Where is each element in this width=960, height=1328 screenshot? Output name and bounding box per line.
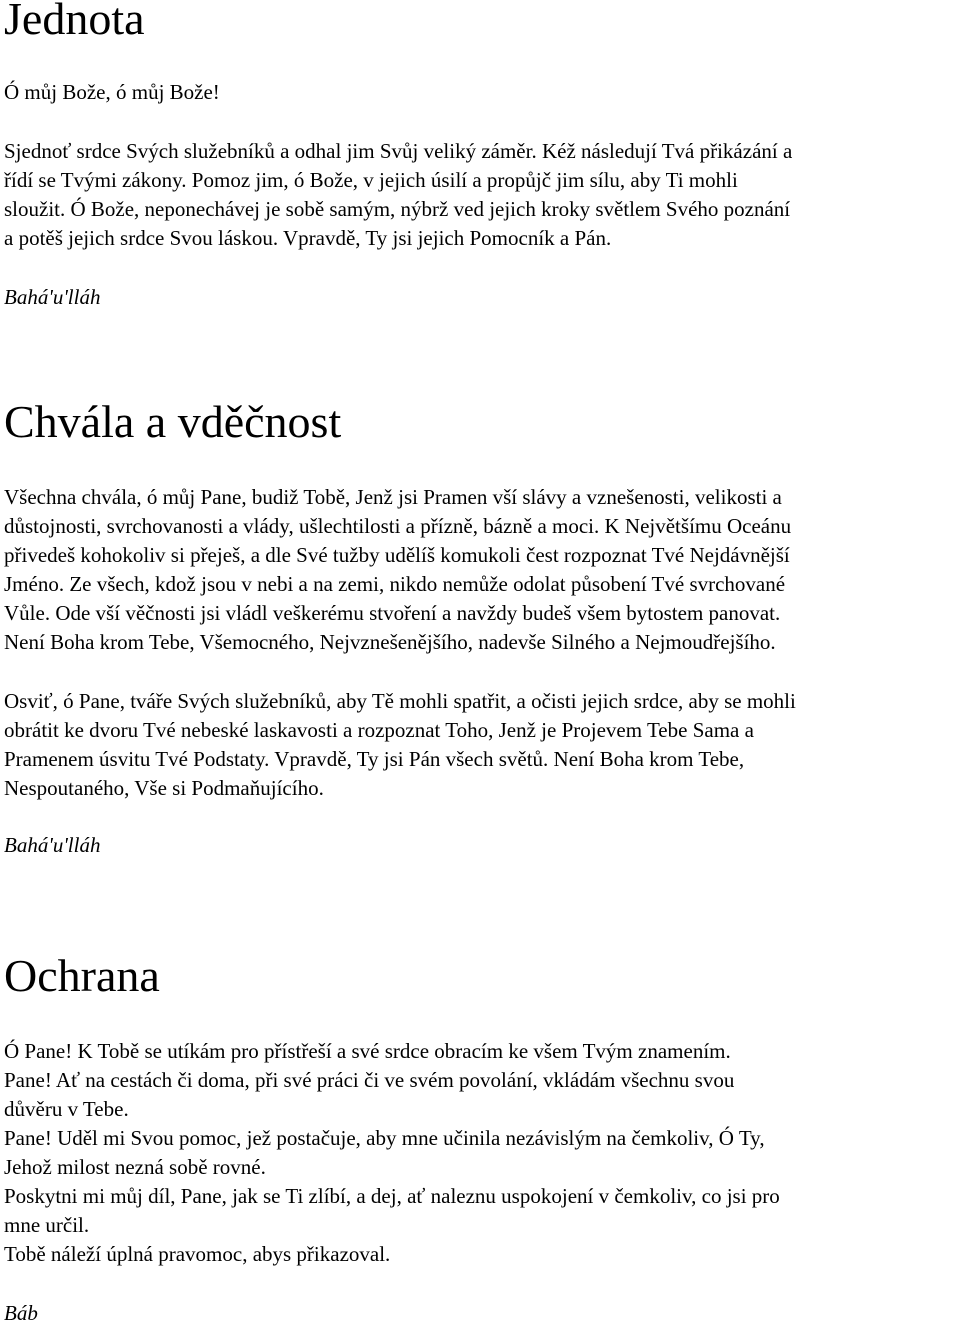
text-line: Není Boha krom Tebe, Všemocného, Nejvznešenějšího, nadevše Silného a Nejmoudřejšího. (4, 630, 776, 654)
paragraph (4, 687, 796, 803)
section-title: Jednota (4, 0, 145, 44)
text-line: Poskytni mi můj díl, Pane, jak se Ti zlíbí, a dej, ať naleznu uspokojení v čemkoliv, co jsi pro (4, 1184, 780, 1208)
text-line: Ó můj Bože, ó můj Bože! (4, 80, 220, 104)
text-line: Sjednoť srdce Svých služebníků a odhal jim Svůj veliký záměr. Kéž následují Tvá přikázání a (4, 139, 793, 163)
author-attribution: Báb (4, 1301, 38, 1325)
text-line: Pane! Ať na cestách či doma, při své práci či ve svém povolání, vkládám všechnu svou (4, 1068, 735, 1092)
paragraph (4, 78, 220, 107)
text-line: Vůle. Ode vší věčnosti jsi vládl veškerému stvoření a navždy budeš všem bytostem panovat. (4, 601, 781, 625)
author-attribution: Bahá'u'lláh (4, 833, 101, 857)
text-line: Nespoutaného, Vše si Podmaňujícího. (4, 776, 324, 800)
author-attribution: Bahá'u'lláh (4, 285, 101, 309)
text-line: Všechna chvála, ó můj Pane, budiž Tobě, Jenž jsi Pramen vší slávy a vznešenosti, velikosti a (4, 485, 782, 509)
text-line: důstojnosti, svrchovanosti a vlády, ušlechtilosti a přízně, bázně a moci. K Největšímu Oceánu (4, 514, 792, 538)
text-line: přivedeš kohokoliv si přeješ, a dle Své tužby udělíš komukoli čest rozpoznat Tvé Nejdávnější (4, 543, 790, 567)
text-line: mne určil. (4, 1213, 90, 1237)
text-line: Osviť, ó Pane, tváře Svých služebníků, aby Tě mohli spatřit, a očisti jejich srdce, aby se mohli (4, 689, 796, 713)
text-line: a potěš jejich srdce Svou láskou. Vpravdě, Ty jsi jejich Pomocník a Pán. (4, 226, 612, 250)
section-title: Ochrana (4, 950, 160, 1001)
paragraph (4, 1037, 780, 1269)
text-line: obrátit ke dvoru Tvé nebeské laskavosti a rozpoznat Toho, Jenž je Projevem Tebe Sama a (4, 718, 754, 742)
section-title: Chvála a vděčnost (4, 396, 342, 447)
text-line: důvěru v Tebe. (4, 1097, 129, 1121)
text-line: Pramenem úsvitu Tvé Podstaty. Vpravdě, Ty jsi Pán všech světů. Není Boha krom Tebe, (4, 747, 745, 771)
text-line: Ó Pane! K Tobě se utíkám pro přístřeší a své srdce obracím ke všem Tvým znamením. (4, 1039, 731, 1063)
paragraph (4, 137, 792, 253)
text-line: Pane! Uděl mi Svou pomoc, jež postačuje, aby mne učinila nezávislým na čemkoliv, Ó Ty, (4, 1126, 765, 1150)
text-line: řídí se Tvými zákony. Pomoz jim, ó Bože, v jejich úsilí a propůjč jim sílu, aby Ti mohli (4, 168, 738, 192)
text-line: Tobě náleží úplná pravomoc, abys přikazoval. (4, 1242, 391, 1266)
text-line: Jehož milost nezná sobě rovné. (4, 1155, 266, 1179)
text-line: sloužit. Ó Bože, neponechávej je sobě samým, nýbrž ved jejich kroky světlem Svého poznání (4, 197, 791, 221)
text-line: Jméno. Ze všech, kdož jsou v nebi a na zemi, nikdo nemůže odolat působení Tvé svrchované (4, 572, 786, 596)
paragraph (4, 483, 791, 657)
